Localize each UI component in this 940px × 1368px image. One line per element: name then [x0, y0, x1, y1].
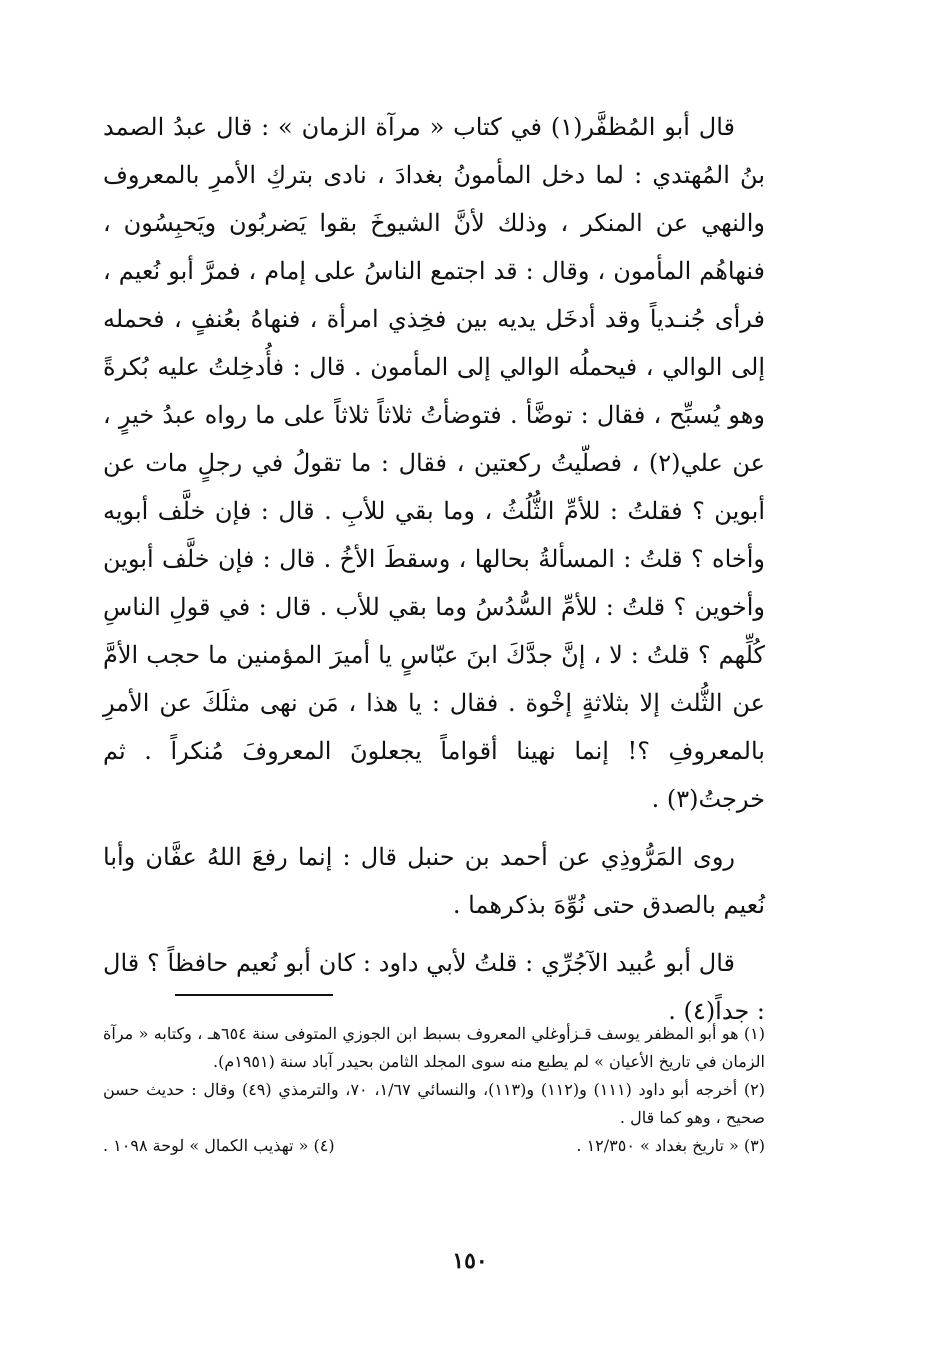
footnote-4: (٤) « تهذيب الكمال » لوحة ١٠٩٨ . — [103, 1136, 335, 1155]
paragraph-3: قال أبو عُبيد الآجُرِّي : قلتُ لأبي داود : كان أبو نُعيم حافظاً ؟ قال : جداً(٤) . — [103, 949, 765, 1025]
footnote-1: (١) هو أبو المظفر يوسف قـزأوغلي المعروف بسبط ابن الجوزي المتوفى سنة ٦٥٤هـ ، وكتابه « مرآة الزمان في تاريخ الأعيان » لم يطبع منه سوى المجلد الثامن بحيدر آباد سنة (١٩٥١م). — [103, 1024, 766, 1071]
paragraph-1: قال أبو المُظفَّر(١) في كتاب « مرآة الزمان » : قال عبدُ الصمد بنُ المُهتدي : لما دخل المأمونُ بغدادَ ، نادى بتركِ الأمرِ بالمعروف والنهي عن المنكر ، وذلك لأنَّ الشيوخَ بقوا يَضربُون ويَحبِسُون ، فنهاهُم المأمون ، وقال : قد اجتمع الناسُ على إمام ، فمرَّ أبو نُعيم ، فرأى جُنـدياً وقد أدخَل يديه بين فخِذي امرأة ، فنهاهُ بعُنفٍ ، فحمله إلى الوالي ، فيحملُه الوالي إلى المأمون . قال : فأُدخِلتُ عليه بُكرةً وهو يُسبِّح ، فقال : توضَّأ . فتوضأتُ ثلاثاً ثلاثاً على ما رواه عبدُ خيرٍ ، عن علي(٢) ، فصلّيتُ ركعتين ، فقال : ما تقولُ في رجلٍ مات عن أبوين ؟ فقلتُ : للأمِّ الثُّلُثُ ، وما بقي للأبِ . قال : فإن خلَّف أبويه وأخاه ؟ قلتُ : المسألةُ بحالها ، وسقطَ الأخُ . قال : فإن خلَّف أبوين وأخوين ؟ قلتُ : للأمِّ السُّدُسُ وما بقي للأب . قال : في قولِ الناسِ كُلِّهم ؟ قلتُ : لا ، إنَّ جدَّكَ ابنَ عبّاسٍ يا أميرَ المؤمنين ما حجب الأمَّ عن الثُّلث إلا بثلاثةٍ إخْوة . فقال : يا هذا ، مَن نهى مثلَكَ عن الأمرِ بالمعروفِ ؟! إنما نهينا أقواماً يجعلونَ المعروفَ مُنكراً . ثم خرجتُ(٣) . — [103, 113, 765, 813]
footnote-3: (٣) « تاريخ بغداد » ١٢/٣٥٠ . — [576, 1136, 765, 1155]
page-number: ١٥٠ — [452, 1248, 488, 1274]
footnote-row-3-4 — [103, 1132, 765, 1160]
main-text — [103, 103, 765, 1035]
footnote-divider — [175, 994, 333, 996]
footnotes — [103, 1020, 765, 1160]
paragraph-2: روى المَرُّوذِي عن أحمد بن حنبل قال : إنما رفعَ اللهُ عفَّان وأبا نُعيم بالصدق حتى نُوِّهَ بذكرهما . — [103, 843, 765, 919]
footnote-2: (٢) أخرجه أبو داود (١١١) و(١١٢) و(١١٣)، والنسائي ١/٦٧، ٧٠، والترمذي (٤٩) وقال : حديث حسن صحيح ، وهو كما قال . — [103, 1080, 766, 1127]
